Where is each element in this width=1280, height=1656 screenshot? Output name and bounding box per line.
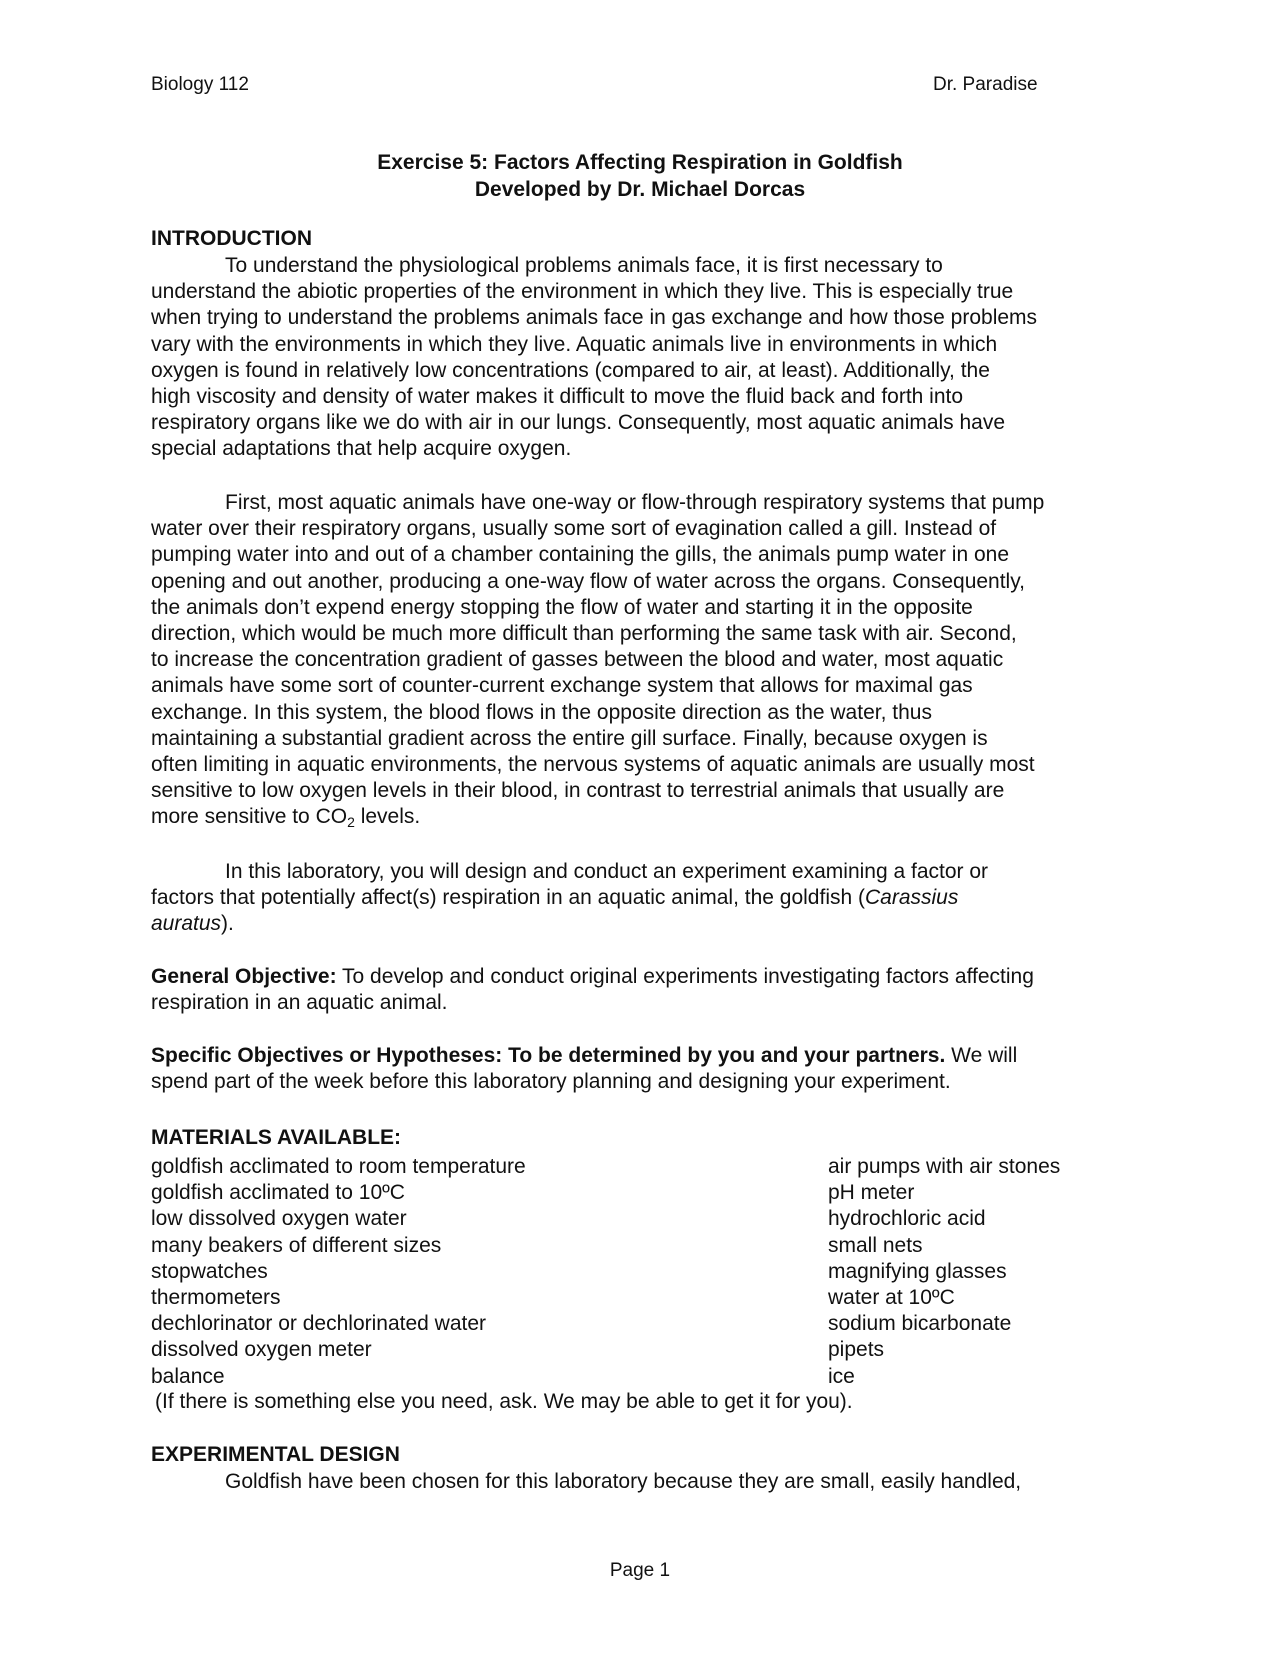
text-line: oxygen is found in relatively low concentrations (compared to air, at least). Additionally, the: [151, 358, 990, 382]
intro-paragraph-1: [151, 253, 1131, 463]
text-line-co2: more sensitive to $CO_2$ levels.: [151, 805, 421, 831]
list-item: sodium bicarbonate: [828, 1312, 1012, 1336]
list-item: stopwatches: [151, 1259, 268, 1283]
list-item: magnifying glasses: [828, 1259, 1007, 1283]
list-item: many beakers of different sizes: [151, 1233, 442, 1257]
text-line: understand the abiotic properties of the environment in which they live. This is especially true: [151, 280, 1014, 304]
page-number: Page 1: [609, 1560, 671, 1581]
course-header: Biology 112: [151, 74, 249, 95]
general-objective: General Objective: To develop and conduct original experiments investigating factors affecting respiration in an aquatic animal.: [151, 965, 1034, 1015]
text-line: exchange. In this system, the blood flows in the opposite direction as the water, thus: [151, 700, 932, 724]
experimental-design-heading: EXPERIMENTAL DESIGN: [151, 1443, 400, 1466]
list-item: hydrochloric acid: [828, 1207, 986, 1231]
exercise-author: Developed by Dr. Michael Dorcas: [474, 178, 806, 201]
list-item: pH meter: [828, 1181, 915, 1205]
specific-objectives: Specific Objectives or Hypotheses: To be determined by you and your partners. We will spend part of the week before this laboratory planning and designing your experiment.: [151, 1044, 1018, 1094]
text-line: maintaining a substantial gradient across the entire gill surface. Finally, because oxygen is: [151, 726, 988, 750]
text-line: high viscosity and density of water makes it difficult to move the fluid back and forth into: [151, 385, 964, 409]
text-line: sensitive to low oxygen levels in their blood, in contrast to terrestrial animals that usually are: [151, 779, 1005, 803]
materials-list-left: [151, 1154, 526, 1390]
list-item: air pumps with air stones: [828, 1155, 1061, 1178]
materials-list-right: [828, 1154, 1060, 1390]
list-item: low dissolved oxygen water: [151, 1207, 407, 1231]
text-line: In this laboratory, you will design and conduct an experiment examining a factor or: [225, 860, 989, 883]
text-line: often limiting in aquatic environments, the nervous systems of aquatic animals are usually most: [151, 753, 1035, 777]
exercise-title: Exercise 5: Factors Affecting Respiration in Goldfish: [377, 151, 903, 174]
intro-paragraph-2: [151, 490, 1131, 831]
text-line: To understand the physiological problems animals face, it is first necessary to: [225, 254, 943, 277]
list-item: goldfish acclimated to room temperature: [151, 1155, 526, 1178]
text-line: water over their respiratory organs, usually some sort of evagination called a gill. Instead of: [151, 517, 997, 541]
list-item: small nets: [828, 1233, 923, 1257]
species-genus: Carassius: [865, 886, 959, 910]
design-paragraph: [151, 1469, 1131, 1495]
species-epithet: auratus: [151, 912, 222, 936]
specific-objectives-label: Specific Objectives or Hypotheses: To be determined by you and your partners.: [151, 1044, 946, 1067]
text-line: pumping water into and out of a chamber containing the gills, the animals pump water in one: [151, 543, 1010, 567]
materials-heading: MATERIALS AVAILABLE:: [151, 1126, 402, 1149]
text-line: respiratory organs like we do with air in our lungs. Consequently, most aquatic animals have: [151, 411, 1006, 435]
text-line: opening and out another, producing a one-way flow of water across the organs. Consequently,: [151, 569, 1026, 593]
text-line: First, most aquatic animals have one-way or flow-through respiratory systems that pump: [225, 491, 1045, 514]
general-objective-label: General Objective:: [151, 965, 337, 988]
text-line: auratus).: [151, 912, 234, 936]
text-line: direction, which would be much more difficult than performing the same task with air. Second,: [151, 622, 1017, 646]
list-item: dechlorinator or dechlorinated water: [151, 1312, 487, 1336]
text-line: factors that potentially affect(s) respiration in an aquatic animal, the goldfish (Carassius: [151, 886, 959, 910]
list-item: balance: [151, 1364, 225, 1388]
text-line: when trying to understand the problems animals face in gas exchange and how those problems: [151, 306, 1038, 330]
list-item: water at 10ºC: [828, 1286, 955, 1310]
text-line: Goldfish have been chosen for this laboratory because they are small, easily handled,: [225, 1470, 1022, 1493]
subscript-2: 2: [347, 814, 355, 831]
instructor-header: Dr. Paradise: [933, 74, 1038, 95]
list-item: thermometers: [151, 1286, 281, 1310]
intro-paragraph-3: [151, 859, 1131, 938]
text-line: the animals don’t expend energy stopping the flow of water and starting it in the opposite: [151, 595, 973, 619]
list-item: dissolved oxygen meter: [151, 1338, 372, 1362]
introduction-heading: INTRODUCTION: [151, 227, 312, 250]
text-line: vary with the environments in which they live. Aquatic animals live in environments in which: [151, 332, 998, 356]
list-item: ice: [828, 1364, 855, 1388]
list-item: pipets: [828, 1338, 885, 1362]
text-line: to increase the concentration gradient of gasses between the blood and water, most aquatic: [151, 648, 1004, 672]
text-line: animals have some sort of counter-current exchange system that allows for maximal gas: [151, 674, 973, 698]
list-item: goldfish acclimated to 10ºC: [151, 1181, 405, 1205]
text-line: special adaptations that help acquire oxygen.: [151, 437, 572, 461]
materials-note: (If there is something else you need, ask. We may be able to get it for you).: [155, 1390, 853, 1413]
